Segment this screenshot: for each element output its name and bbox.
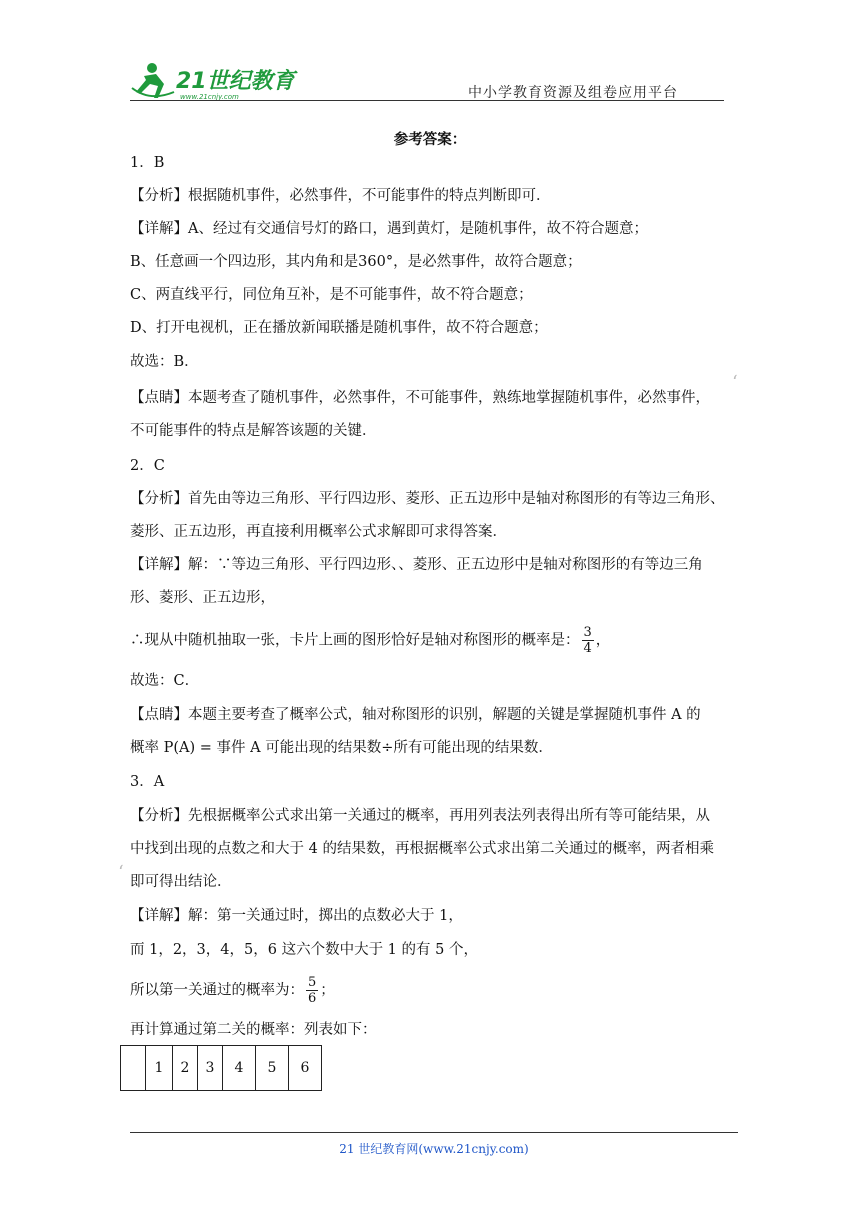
answer-3-table-intro: 再计算通过第二关的概率：列表如下： [130, 1022, 377, 1038]
answer-3-detail-cont: 而 1，2，3，4，5，6 这六个数中大于 1 的有 5 个， [130, 942, 478, 958]
fraction-5-6 [306, 975, 318, 1006]
answer-3-heading: 3．A [130, 774, 165, 790]
dice-table [120, 1045, 322, 1091]
page-title: 参考答案： [393, 131, 467, 148]
header-divider [130, 100, 724, 101]
answer-1-analysis: 【分析】根据随机事件，必然事件，不可能事件的特点判断即可． [130, 188, 551, 204]
answer-1-option-d: D、打开电视机，正在播放新闻联播是随机事件，故不符合题意； [130, 320, 548, 336]
answer-1-heading: 1．B [130, 155, 165, 171]
logo-url: www.21cnjy.com [180, 93, 239, 101]
answer-2-probability-text: ∴现从中随机抽取一张，卡片上画的图形恰好是轴对称图形的概率是： [130, 632, 580, 649]
answer-2-comment: 【点睛】本题主要考查了概率公式，轴对称图形的识别，解题的关键是掌握随机事件 A 的 [130, 707, 701, 723]
fraction-numerator: 5 [308, 975, 317, 990]
table-cell: 3 [198, 1046, 223, 1091]
answer-2-analysis-cont: 菱形、正五边形，再直接利用概率公式求解即可求得答案． [130, 524, 507, 540]
table-cell: 5 [256, 1046, 289, 1091]
footer-link[interactable]: 21 世纪教育网(www.21cnjy.com) [339, 1142, 529, 1156]
footer-divider [130, 1132, 738, 1133]
answer-3-probability [130, 975, 335, 1006]
answer-3-probability-end: ； [320, 982, 335, 999]
answer-3-probability-text: 所以第一关通过的概率为： [130, 982, 304, 999]
answer-1-comment: 【点睛】本题考查了随机事件，必然事件，不可能事件，熟练地掌握随机事件，必然事件， [130, 390, 710, 406]
table-cell: 4 [223, 1046, 256, 1091]
answer-3-detail: 【详解】解：第一关通过时，掷出的点数必大于 1， [130, 908, 463, 924]
answer-3-analysis-cont: 中找到出现的点数之和大于 4 的结果数，再根据概率公式求出第二关通过的概率，两者相乘 [130, 841, 714, 857]
table-cell: 2 [173, 1046, 198, 1091]
answer-3-analysis-end: 即可得出结论． [130, 874, 232, 890]
table-row [121, 1046, 322, 1091]
table-cell: 6 [289, 1046, 322, 1091]
answer-2-detail: 【详解】解：∵等边三角形、平行四边形、、菱形、正五边形中是轴对称图形的有等边三角 [130, 557, 703, 573]
answer-2-comment-cont: 概率 P(A) = 事件 A 可能出现的结果数÷所有可能出现的结果数． [130, 740, 553, 756]
answer-2-choice: 故选：C． [130, 673, 200, 689]
table-cell [121, 1046, 146, 1091]
answer-1-option-b: B、任意画一个四边形，其内角和是360°，是必然事件，故符合题意； [130, 254, 582, 270]
fraction-numerator: 3 [583, 625, 592, 640]
answer-1-comment-cont: 不可能事件的特点是解答该题的关键． [130, 423, 377, 439]
answer-2-analysis: 【分析】首先由等边三角形、平行四边形、菱形、正五边形中是轴对称图形的有等边三角形、 [130, 491, 725, 507]
answer-2-detail-cont: 形、菱形、正五边形， [130, 590, 275, 606]
page-header [130, 58, 724, 102]
answer-2-probability [130, 625, 610, 656]
logo-text: 21世纪教育 [176, 69, 295, 94]
answer-1-choice: 故选：B． [130, 354, 199, 370]
platform-name: 中小学教育资源及组卷应用平台 [468, 85, 678, 101]
answer-3-analysis: 【分析】先根据概率公式求出第一关通过的概率，再用列表法列表得出所有等可能结果，从 [130, 808, 710, 824]
answer-2-heading: 2．C [130, 458, 165, 474]
fraction-denominator: 4 [583, 641, 592, 656]
fraction-3-4 [582, 625, 594, 656]
answer-1-option-c: C、两直线平行，同位角互补，是不可能事件，故不符合题意； [130, 287, 533, 303]
table-cell: 1 [146, 1046, 173, 1091]
logo-21cnjy [130, 58, 305, 102]
answer-1-detail: 【详解】A、经过有交通信号灯的路口，遇到黄灯，是随机事件，故不符合题意； [130, 221, 648, 237]
scan-mark: ‘ [118, 862, 124, 883]
answer-2-probability-end: ， [595, 632, 611, 649]
fraction-denominator: 6 [308, 991, 317, 1006]
scan-mark: ‘ [732, 372, 738, 393]
